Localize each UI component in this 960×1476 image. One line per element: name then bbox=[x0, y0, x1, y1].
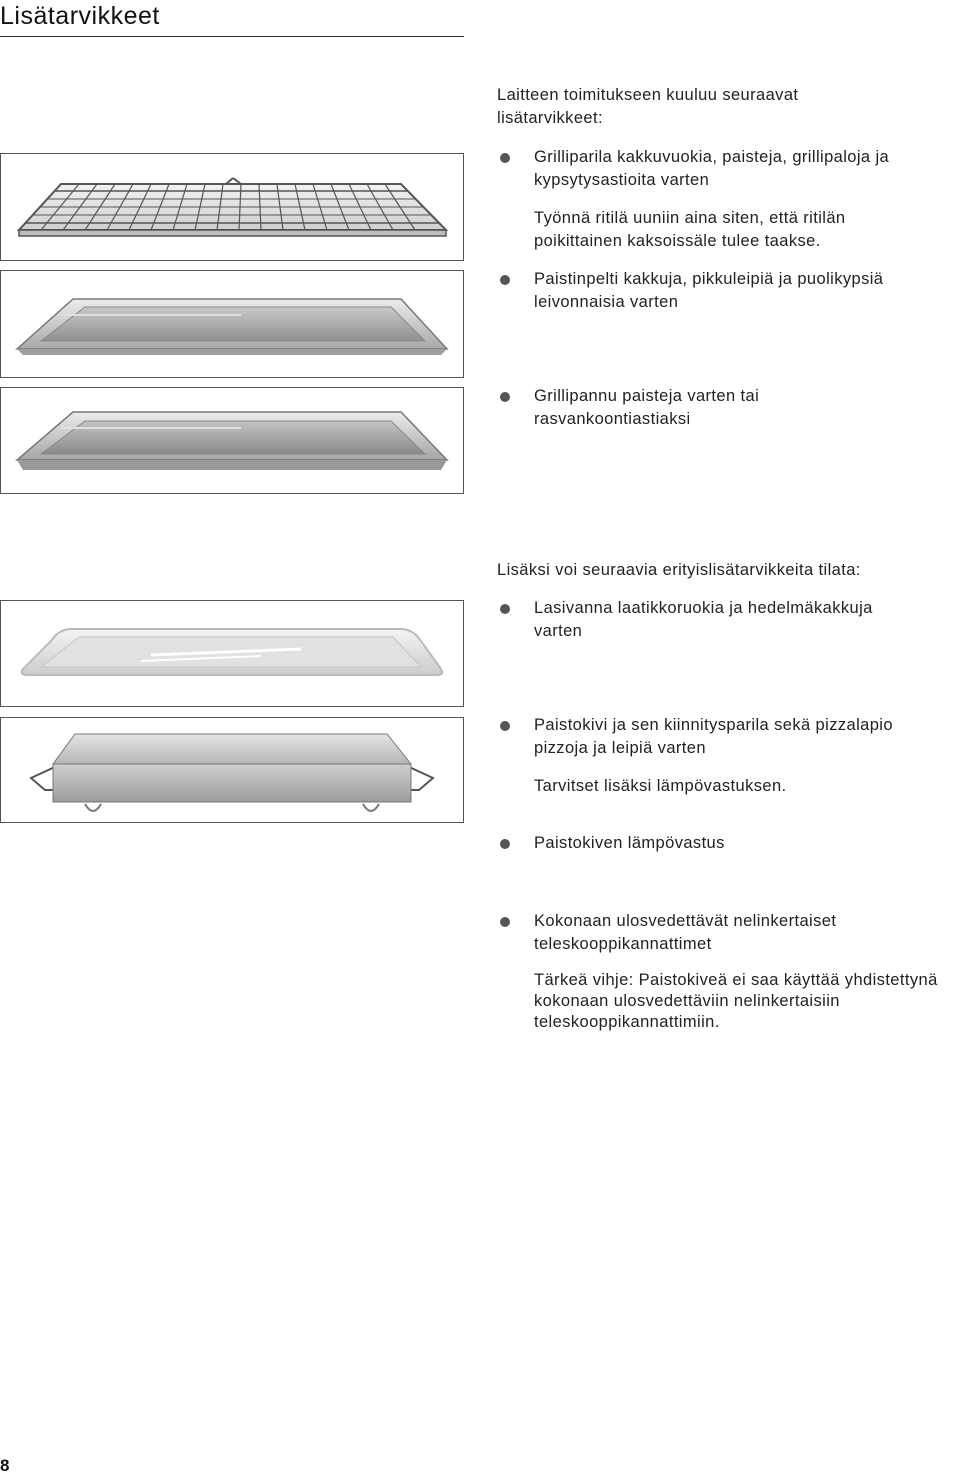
item-baking-tray-line-2: leivonnaisia varten bbox=[534, 293, 679, 311]
baking-tray-icon bbox=[1, 271, 463, 377]
item-grill-pan-line-1: Grillipannu paisteja varten tai bbox=[534, 387, 760, 405]
item-baking-stone-line-1: Paistokivi ja sen kiinnitysparila sekä pizzalapio bbox=[534, 716, 893, 734]
intro-line-2: lisätarvikkeet: bbox=[497, 109, 603, 127]
optional-heading: Lisäksi voi seuraavia erityislisätarvikkeita tilata: bbox=[497, 561, 861, 579]
bullet-icon bbox=[500, 604, 510, 614]
bullet-icon bbox=[500, 917, 510, 927]
glass-dish-illustration bbox=[0, 600, 464, 707]
item-heating-element-line-1: Paistokiven lämpövastus bbox=[534, 834, 725, 852]
item-baking-tray-line-1: Paistinpelti kakkuja, pikkuleipiä ja puolikypsiä bbox=[534, 270, 884, 288]
page-title: Lisätarvikkeet bbox=[0, 2, 160, 30]
page-number: 8 bbox=[0, 1456, 10, 1475]
baking-stone-illustration bbox=[0, 717, 464, 823]
item-runners-line-2: teleskooppikannattimet bbox=[534, 935, 712, 953]
item-runners-note-2: kokonaan ulosvedettäviin nelinkertaisiin bbox=[534, 992, 840, 1010]
bullet-icon bbox=[500, 153, 510, 163]
item-runners-note-1: Tärkeä vihje: Paistokiveä ei saa käyttää yhdistettynä bbox=[534, 971, 938, 989]
grill-rack-icon bbox=[1, 154, 463, 260]
item-runners-note-3: teleskooppikannattimiin. bbox=[534, 1013, 720, 1031]
item-grill-rack-note-2: poikittainen kaksoissäle tulee taakse. bbox=[534, 232, 821, 250]
baking-stone-icon bbox=[1, 718, 463, 822]
item-grill-rack-line-1: Grilliparila kakkuvuokia, paisteja, grillipaloja ja bbox=[534, 148, 890, 166]
bullet-icon bbox=[500, 275, 510, 285]
item-grill-pan-line-2: rasvankoontiastiaksi bbox=[534, 410, 691, 428]
item-baking-stone-note: Tarvitset lisäksi lämpövastuksen. bbox=[534, 777, 787, 795]
bullet-icon bbox=[500, 839, 510, 849]
item-grill-rack-line-2: kypsytysastioita varten bbox=[534, 171, 710, 189]
item-grill-rack-note-1: Työnnä ritilä uuniin aina siten, että ritilän bbox=[534, 209, 846, 227]
grill-pan-icon bbox=[1, 388, 463, 493]
item-glass-dish-line-1: Lasivanna laatikkoruokia ja hedelmäkakkuja bbox=[534, 599, 873, 617]
item-glass-dish-line-2: varten bbox=[534, 622, 583, 640]
intro-line-1: Laitteen toimitukseen kuuluu seuraavat bbox=[497, 86, 799, 104]
baking-tray-illustration bbox=[0, 270, 464, 378]
item-baking-stone-line-2: pizzoja ja leipiä varten bbox=[534, 739, 706, 757]
bullet-icon bbox=[500, 392, 510, 402]
item-runners-line-1: Kokonaan ulosvedettävät nelinkertaiset bbox=[534, 912, 837, 930]
glass-dish-icon bbox=[1, 601, 463, 706]
bullet-icon bbox=[500, 721, 510, 731]
title-rule bbox=[0, 36, 464, 37]
grill-pan-illustration bbox=[0, 387, 464, 494]
grill-rack-illustration bbox=[0, 153, 464, 261]
